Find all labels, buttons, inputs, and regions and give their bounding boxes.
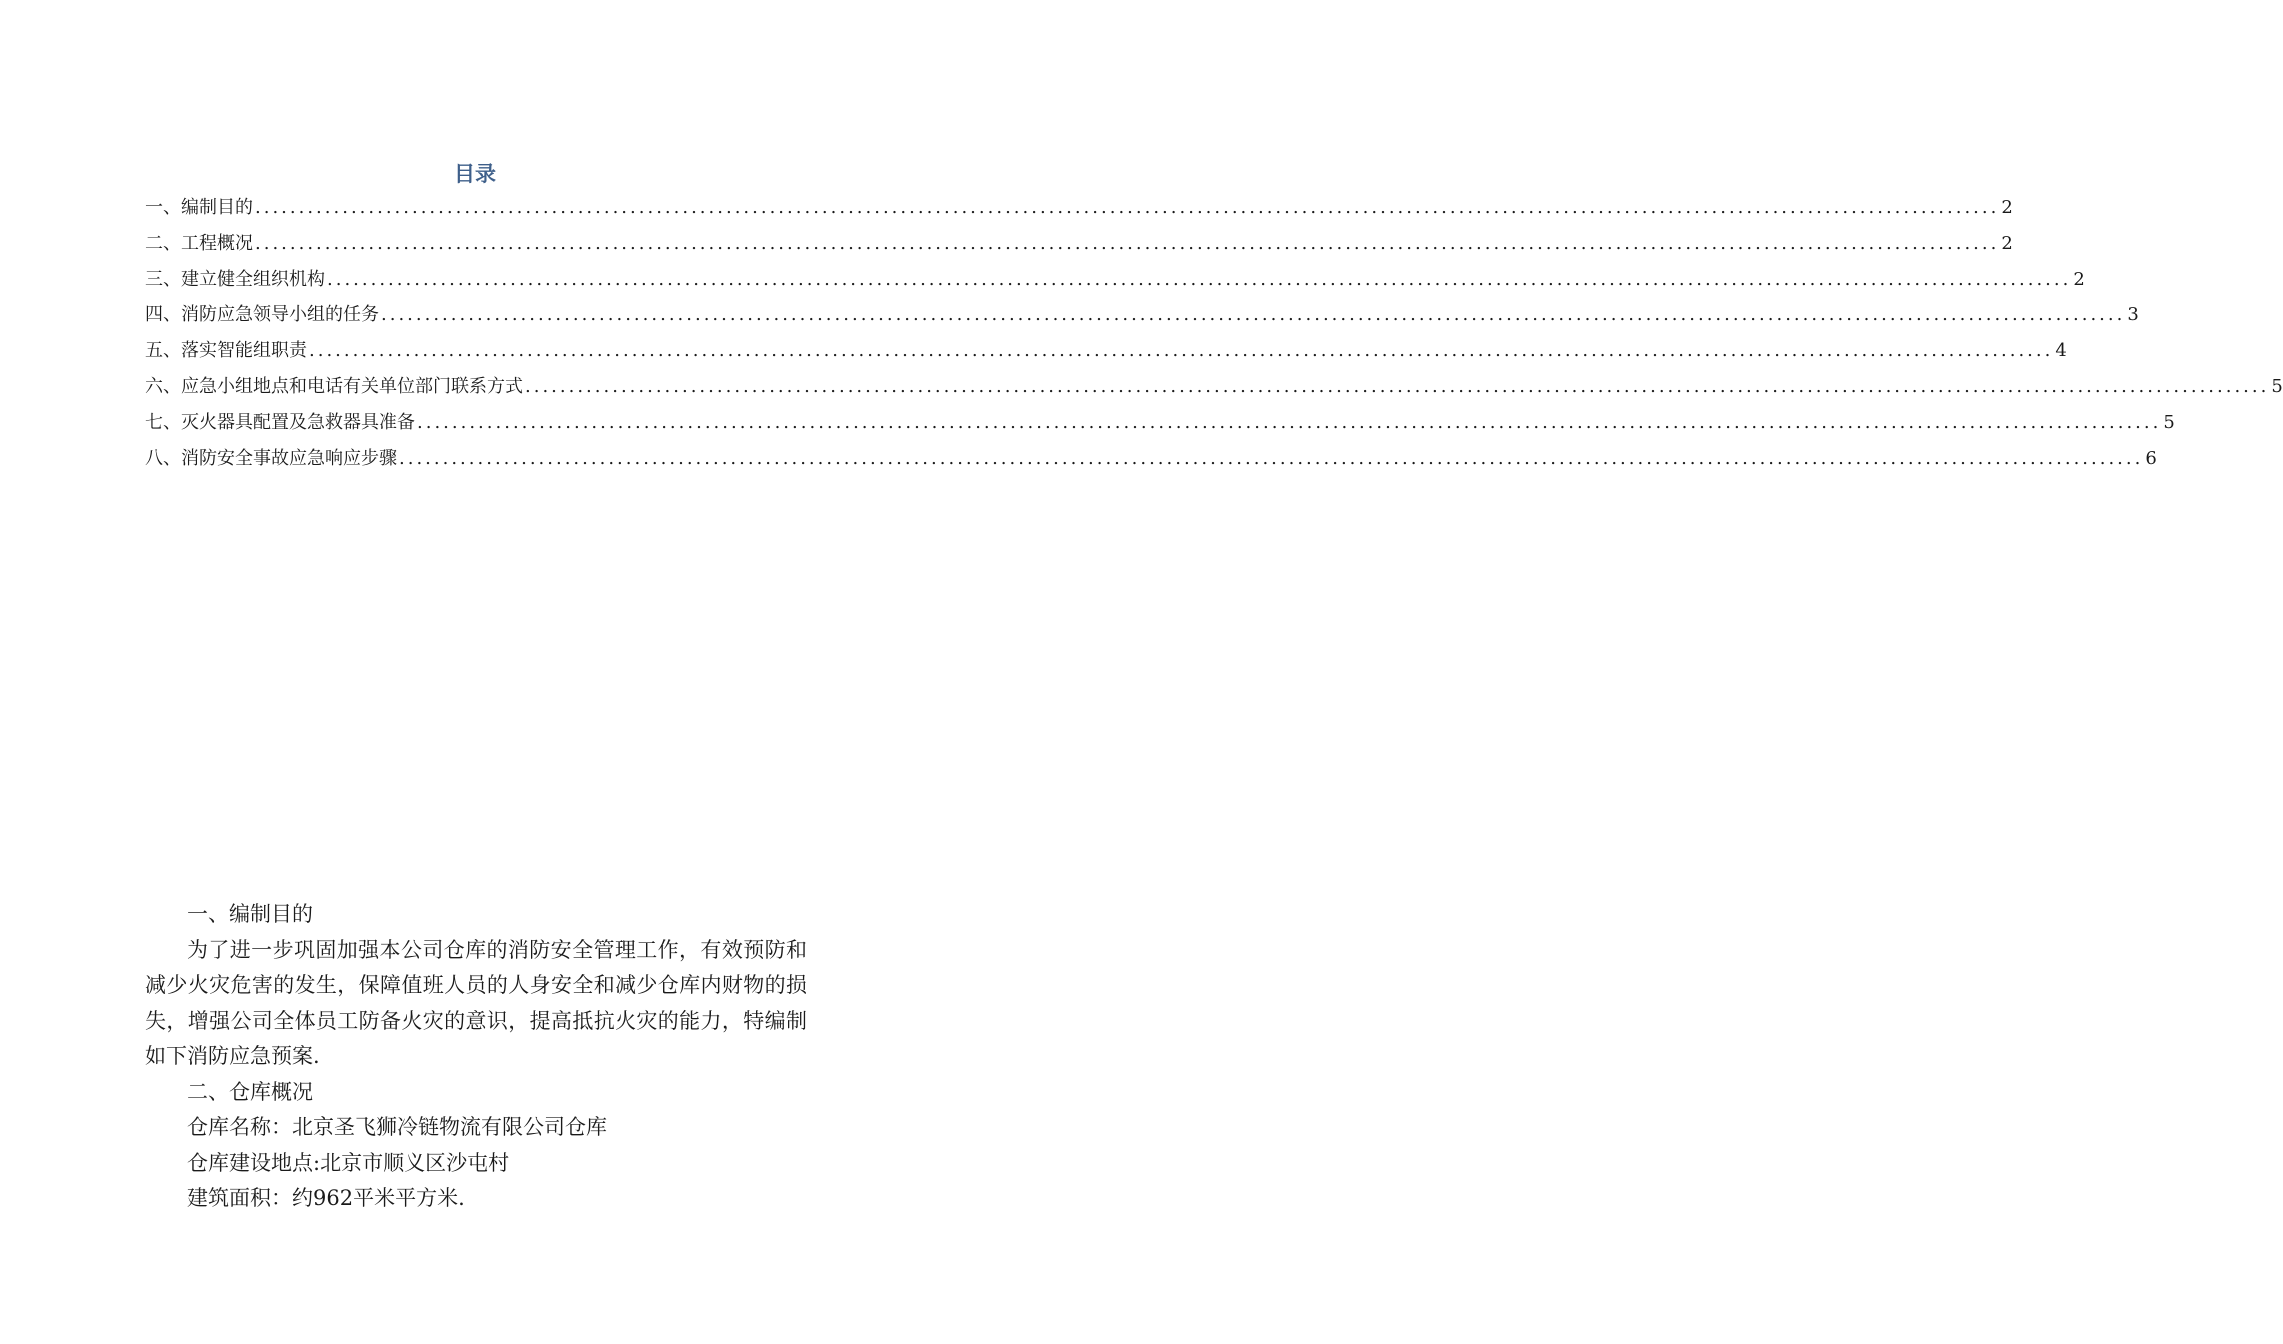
- toc-entry[interactable]: [145, 333, 2067, 369]
- toc-entry[interactable]: [145, 441, 2157, 477]
- toc-entry-page: 4: [2055, 340, 2067, 362]
- toc-entry-label: 八、消防安全事故应急响应步骤: [145, 447, 397, 469]
- toc-leader-dots: ........................................................................................................................................................................................................: [255, 197, 2000, 218]
- toc-leader-dots: ........................................................................................................................................................................................................: [525, 375, 2270, 397]
- section-heading: 一、编制目的: [187, 902, 313, 926]
- toc-entry-label: 二、工程概况: [145, 232, 253, 254]
- building-area-line: 建筑面积：约962平米平方米.: [187, 1186, 465, 1210]
- toc-entry-page: 2: [2001, 197, 2013, 218]
- warehouse-name-line: 仓库名称：北京圣飞狮冷链物流有限公司仓库: [187, 1115, 607, 1139]
- toc-entry[interactable]: [145, 405, 2175, 441]
- toc-leader-dots: ........................................................................................................................................................................................................: [399, 447, 2144, 469]
- toc-entry-page: 5: [2163, 411, 2175, 433]
- toc-entry-label: 六、应急小组地点和电话有关单位部门联系方式: [145, 375, 523, 397]
- warehouse-location-line: 仓库建设地点:北京市顺义区沙屯村: [187, 1150, 510, 1175]
- toc-entry-page: 5: [2271, 375, 2283, 397]
- toc-entry-label: 四、消防应急领导小组的任务: [145, 304, 379, 326]
- toc-entry[interactable]: [145, 297, 2139, 333]
- toc-entry-label: 一、编制目的: [145, 197, 253, 218]
- toc-entry-label: 五、落实智能组职责: [145, 340, 307, 362]
- toc-leader-dots: ........................................................................................................................................................................................................: [381, 304, 2126, 326]
- toc-entry-label: 三、建立健全组织机构: [145, 268, 325, 290]
- toc-entry[interactable]: [145, 369, 2283, 405]
- toc-entry[interactable]: [145, 226, 2013, 262]
- toc-leader-dots: ........................................................................................................................................................................................................: [255, 232, 2000, 254]
- toc-entry-page: 6: [2145, 447, 2157, 469]
- toc-entry[interactable]: [145, 262, 2085, 298]
- toc-entry-page: 2: [2073, 268, 2085, 290]
- toc-leader-dots: ........................................................................................................................................................................................................: [309, 340, 2054, 362]
- toc-entry-page: 2: [2001, 232, 2013, 254]
- body-paragraph: 为了进一步巩固加强本公司仓库的消防安全管理工作，有效预防和减少火灾危害的发生，保障值班人员的人身安全和减少仓库内财物的损失，增强公司全体员工防备火灾的意识，提高抵抗火灾的能力，特编制如下消防应急预案.: [145, 937, 807, 1068]
- document-body: [145, 897, 807, 1217]
- toc-leader-dots: ........................................................................................................................................................................................................: [327, 268, 2072, 290]
- toc-entry-page: 3: [2127, 304, 2139, 326]
- toc-title: 目录: [454, 162, 496, 186]
- toc-entry-label: 七、灭火器具配置及急救器具准备: [145, 411, 415, 433]
- toc-entry[interactable]: [145, 190, 2013, 226]
- section-heading: 二、仓库概况: [187, 1079, 313, 1104]
- toc-leader-dots: ........................................................................................................................................................................................................: [417, 411, 2162, 433]
- table-of-contents: [145, 190, 2283, 476]
